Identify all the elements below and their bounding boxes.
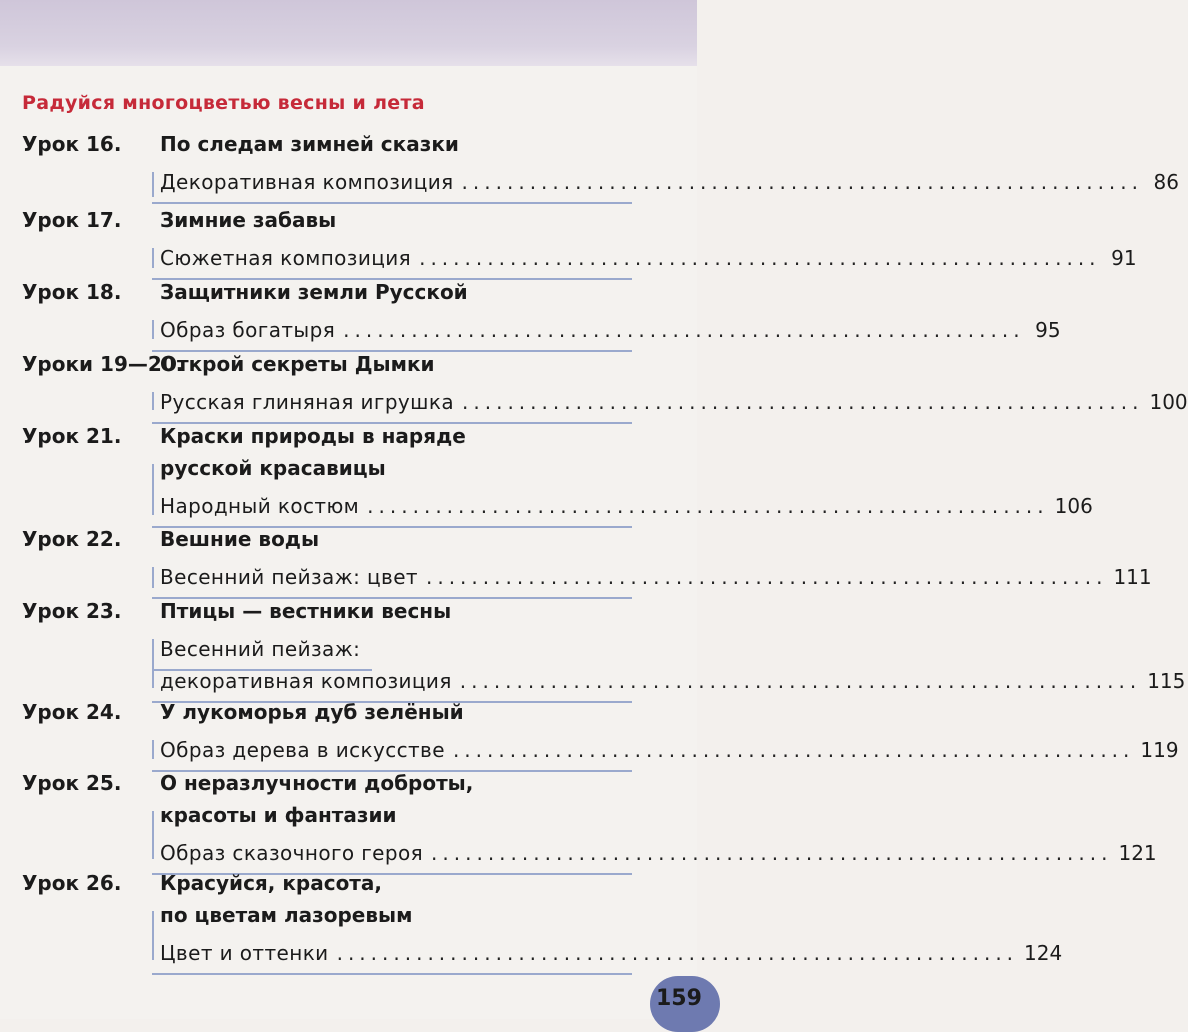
dot-leader: ............................................................ [336,941,1019,965]
dot-leader: ............................................................ [367,494,1049,518]
lesson-label: Уроки 19—20. [22,352,184,376]
subtopic-text: Сюжетная композиция [160,246,412,270]
page-ref: 95 [1035,318,1061,342]
page-ref: 111 [1113,565,1152,589]
subtopic-text: Весенний пейзаж: [160,637,361,661]
page-ref: 106 [1054,494,1093,518]
page-ref: 91 [1111,246,1137,270]
lesson-label: Урок 26. [22,871,122,895]
page-ref: 100 [1149,390,1188,414]
dot-leader: ............................................................ [462,390,1144,414]
dot-leader: ............................................................ [425,565,1108,589]
subtopic-text: Народный костюм [160,494,360,518]
lesson-title: Зимние забавы [160,208,337,232]
dot-leader: ............................................................ [343,318,1025,342]
rule-line [152,911,154,960]
subtopic-text: декоративная композиция [160,669,452,693]
lesson-subtopic [160,941,1063,965]
dot-leader: ............................................................ [461,170,1143,194]
lesson-label: Урок 18. [22,280,122,304]
page-ref: 121 [1118,841,1157,865]
lesson-subtopic [160,738,1179,762]
rule-line [152,639,154,688]
subtopic-text: Образ дерева в искусстве [160,738,445,762]
page-ref: 119 [1140,738,1179,762]
lesson-subtopic [160,246,1137,270]
lesson-title: русской красавицы [160,456,386,480]
rule-line [152,740,154,759]
lesson-title: О неразлучности доброты, [160,771,474,795]
lesson-subtopic [160,637,631,661]
rule-line [152,320,154,339]
lesson-label: Урок 25. [22,771,122,795]
lesson-title: по цветам лазоревым [160,903,413,927]
lesson-subtopic [160,565,1152,589]
page-number: 159 [656,986,702,1011]
dot-leader: ............................................................ [452,738,1135,762]
lesson-subtopic [160,669,1186,693]
rule-line [152,172,154,197]
page-header-band [0,0,697,66]
subtopic-text: Цвет и оттенки [160,941,329,965]
lesson-label: Урок 23. [22,599,122,623]
page-ref: 86 [1153,170,1179,194]
lesson-label: Урок 21. [22,424,122,448]
lesson-title: По следам зимней сказки [160,132,459,156]
dot-leader: ............................................................ [419,246,1101,270]
lesson-subtopic [160,841,1157,865]
rule-line [152,567,154,588]
rule-line [152,202,632,204]
lesson-title: Открой секреты Дымки [160,352,435,376]
subtopic-text: Образ сказочного героя [160,841,424,865]
rule-line [152,464,154,515]
lesson-title: У лукоморья дуб зелёный [160,700,464,724]
lesson-title: красоты и фантазии [160,803,397,827]
lesson-label: Урок 17. [22,208,122,232]
subtopic-text: Образ богатыря [160,318,336,342]
rule-line [152,392,154,410]
dot-leader: ............................................................ [459,669,1142,693]
rule-line [152,248,154,268]
lesson-title: Красуйся, красота, [160,871,382,895]
lesson-title: Вешние воды [160,527,320,551]
lesson-label: Урок 16. [22,132,122,156]
lesson-subtopic [160,494,1093,518]
lesson-label: Урок 22. [22,527,122,551]
dot-leader: ............................................................ [431,841,1113,865]
lesson-subtopic [160,318,1061,342]
lesson-title: Защитники земли Русской [160,280,468,304]
rule-line [152,811,154,859]
lesson-title: Птицы — вестники весны [160,599,452,623]
lesson-title: Краски природы в наряде [160,424,466,448]
lesson-subtopic [160,170,1179,194]
subtopic-text: Русская глиняная игрушка [160,390,455,414]
page-ref: 115 [1147,669,1186,693]
lesson-label: Урок 24. [22,700,122,724]
page-ref: 124 [1024,941,1063,965]
section-title: Радуйся многоцветью весны и лета [22,92,425,114]
lesson-subtopic [160,390,1188,414]
subtopic-text: Весенний пейзаж: цвет [160,565,418,589]
rule-line [152,973,632,975]
subtopic-text: Декоративная композиция [160,170,454,194]
